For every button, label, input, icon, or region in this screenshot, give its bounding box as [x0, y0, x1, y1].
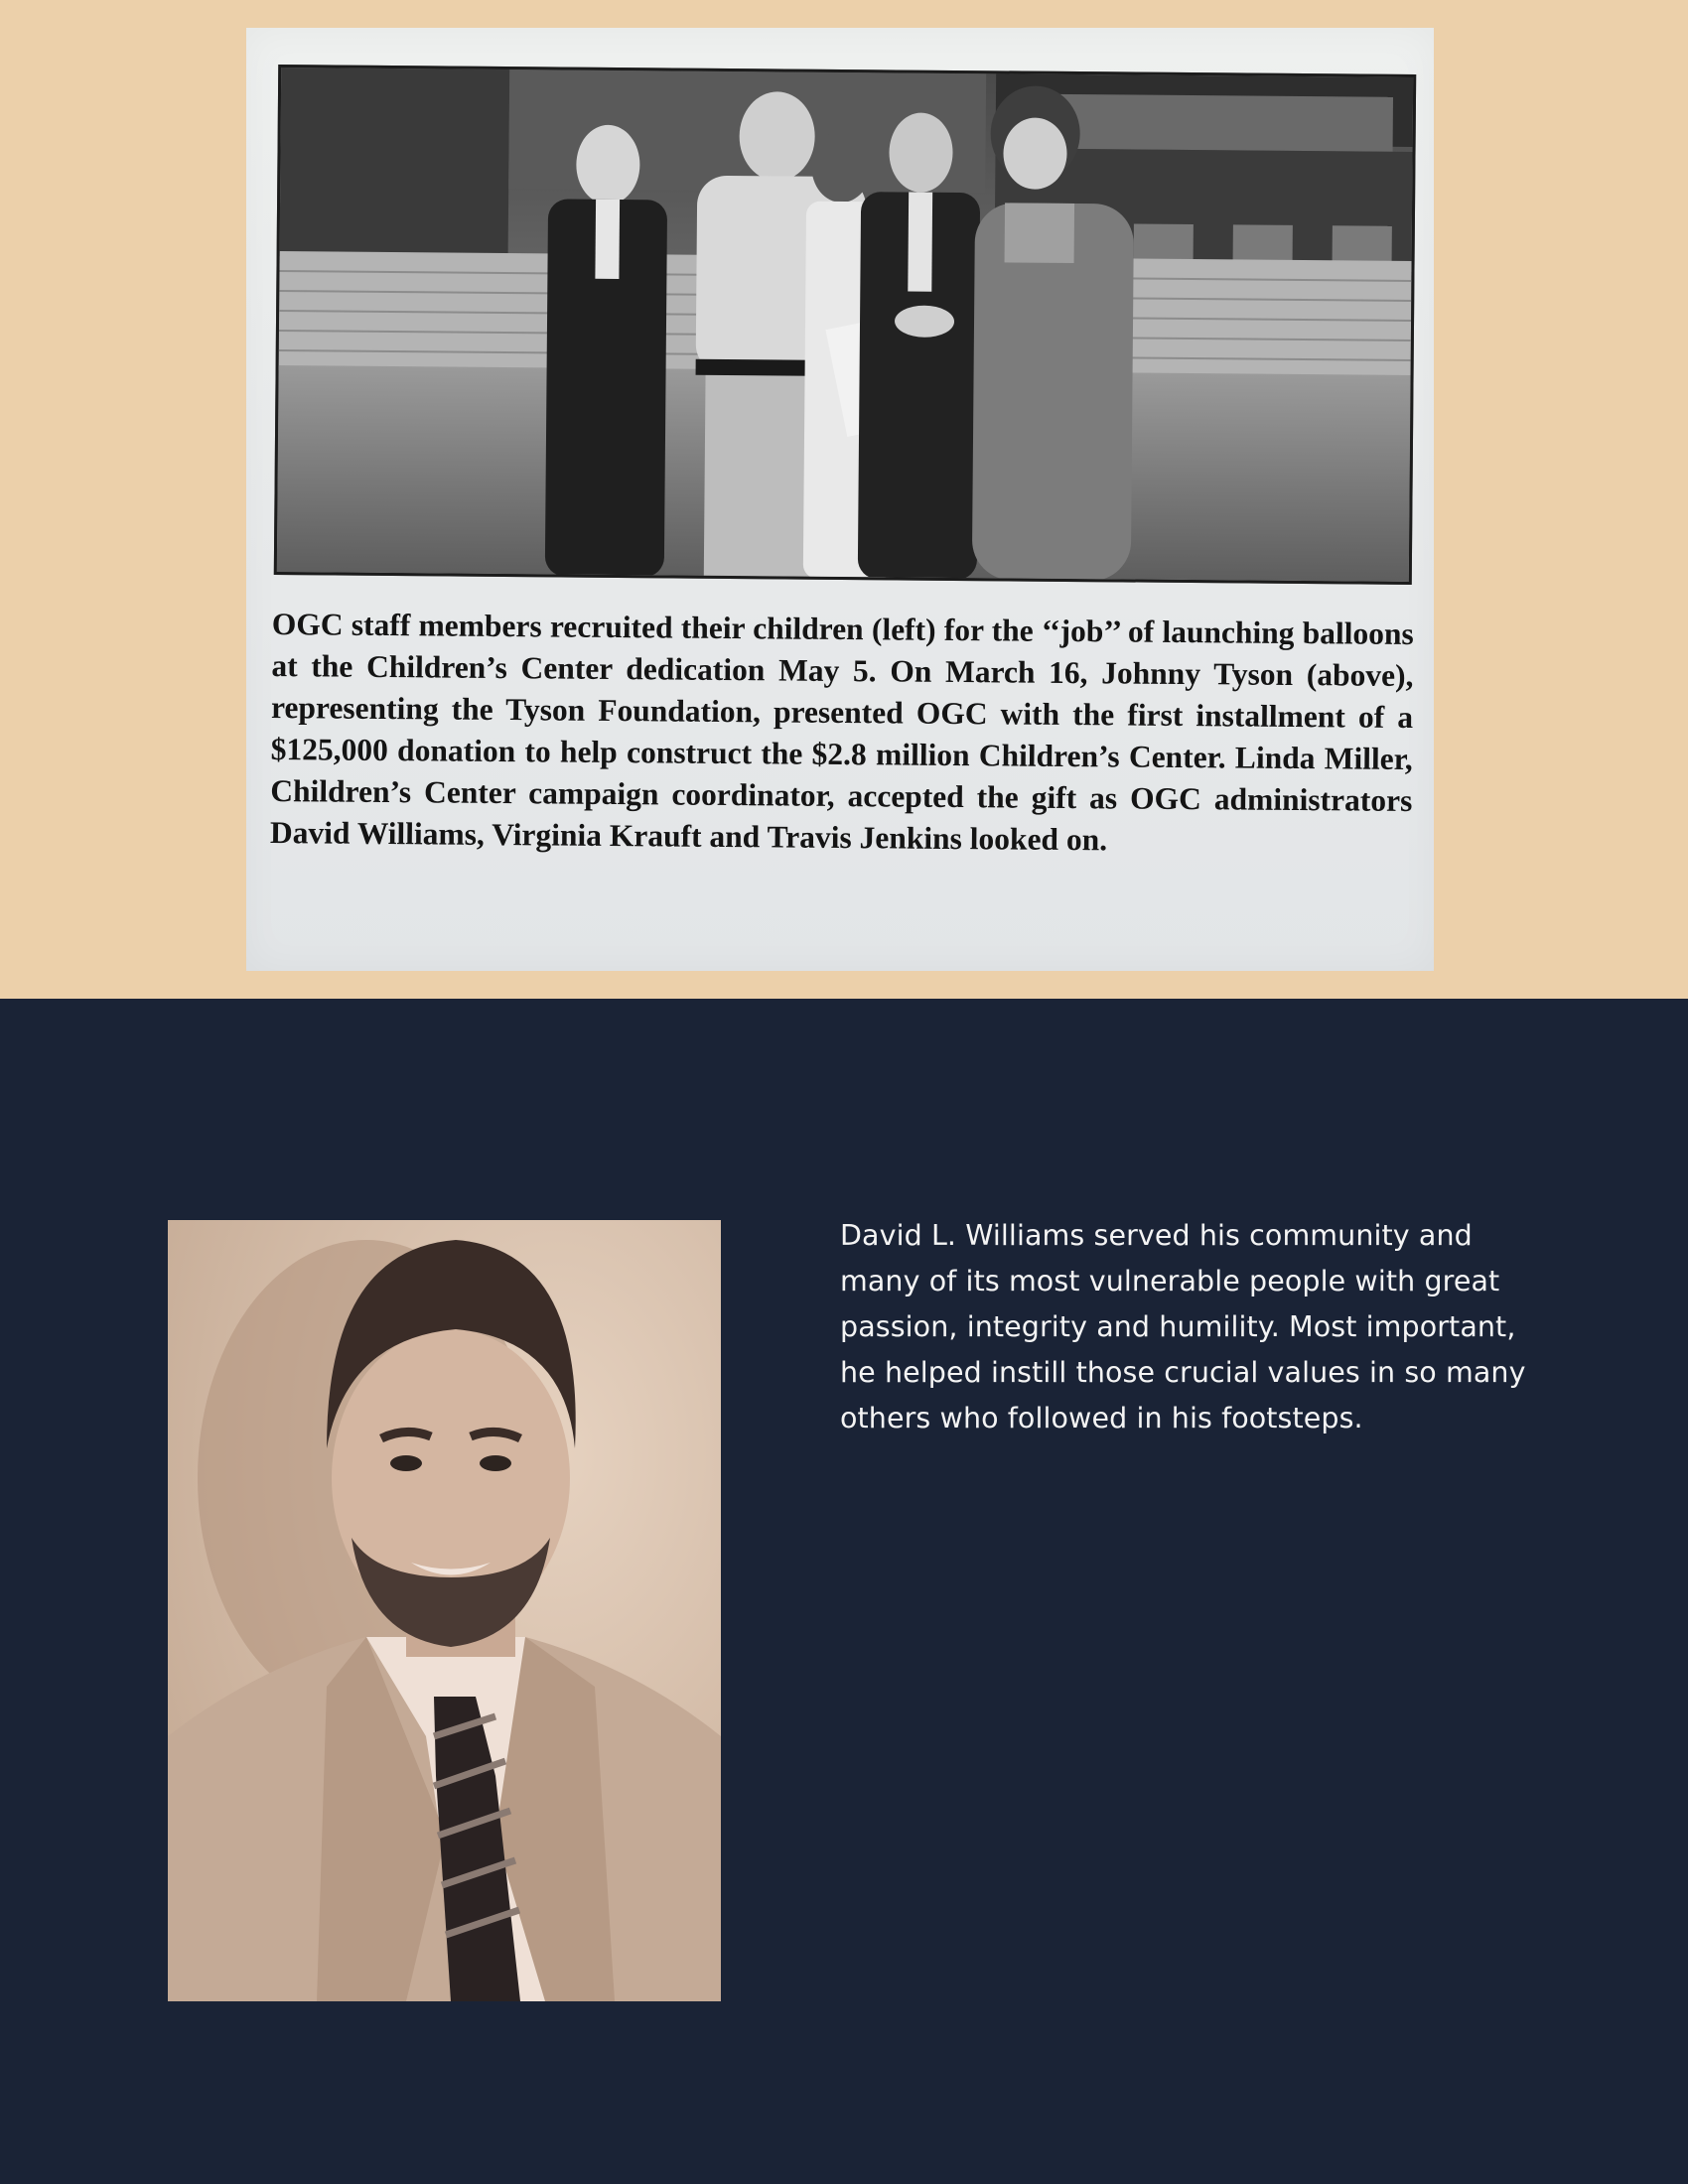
top-section — [0, 0, 1688, 999]
photo-image — [277, 68, 1413, 582]
portrait-photo — [168, 1220, 721, 2001]
newspaper-clipping — [246, 28, 1434, 971]
clipping-caption: OGC staff members recruited their children (left) for the ‘‘job’’ of launching balloons at the Children’s Center dedication May 5. On March 16, Johnny Tyson (above), representing the Tyson Foundation, presented OGC with the first installment of a $125,000 donation to help construct the $2.8 million Children’s Center. Linda Miller, Children’s Center campaign coordinator, accepted the gift as OGC administrators David Williams, Virginia Krauft and Travis Jenkins looked on. — [269, 606, 1414, 858]
bio-text: David L. Williams served his community and many of its most vulnerable people with great passion, integrity and humility. Most important, he helped instill those crucial values in so many others who followed in his footsteps. — [840, 1219, 1526, 1434]
newspaper-photo — [274, 65, 1416, 585]
portrait-image — [168, 1220, 721, 2001]
